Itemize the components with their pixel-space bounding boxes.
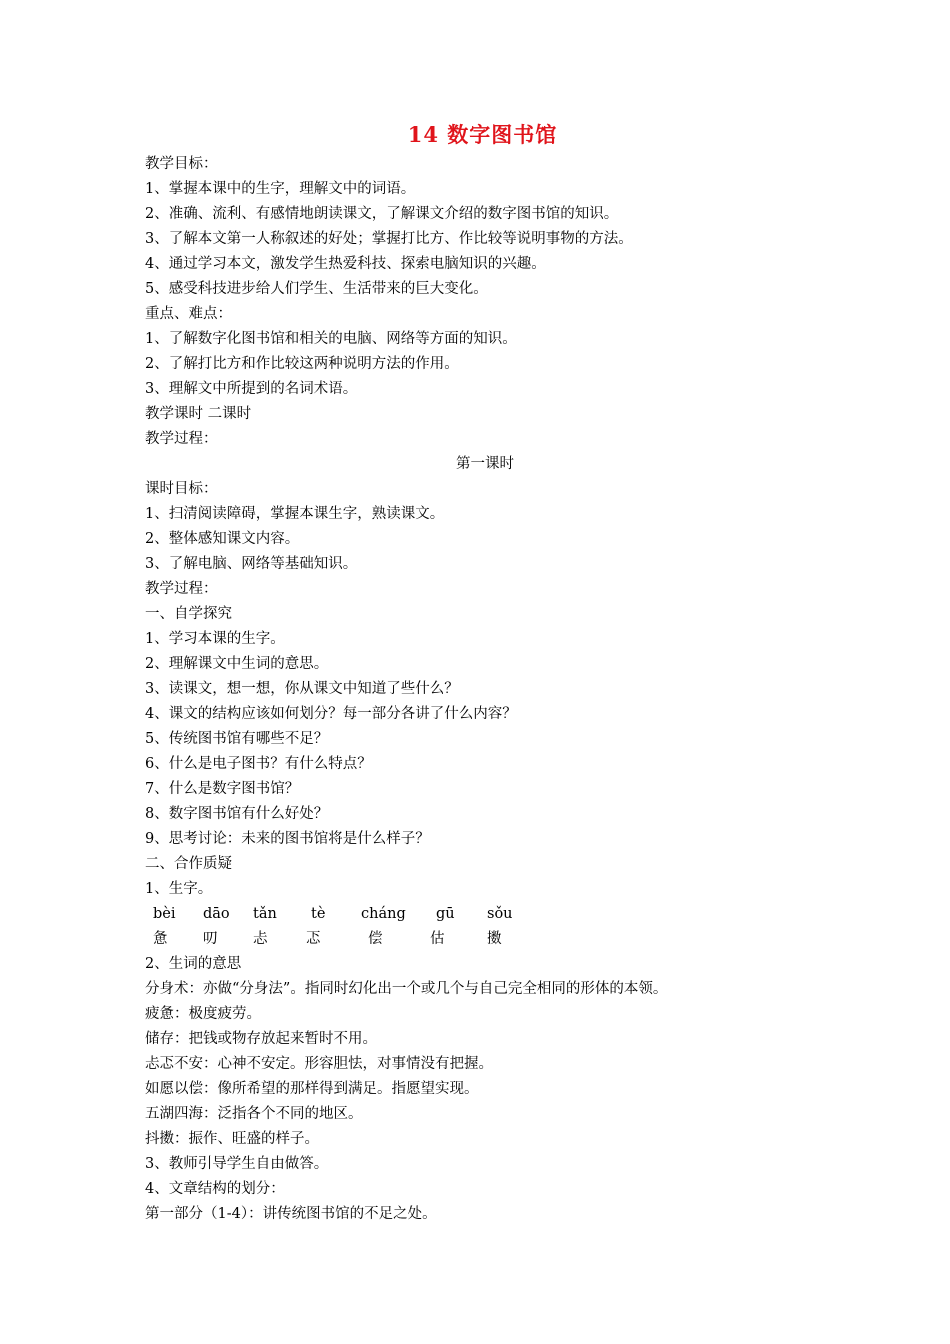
text-line: 疲惫：极度疲劳。: [145, 1006, 261, 1022]
text-line: 教学课时 二课时: [145, 406, 252, 422]
pinyin-row: [145, 902, 825, 927]
pinyin: dāo: [203, 906, 230, 922]
text-line: 课时目标：: [145, 481, 218, 497]
text-line: 2、整体感知课文内容。: [145, 531, 300, 547]
character: 惫: [153, 931, 168, 947]
text-line: 1、生字。: [145, 881, 213, 897]
pinyin: tè: [311, 906, 326, 922]
pinyin: gū: [436, 906, 455, 922]
text-line: 教学过程：: [145, 581, 218, 597]
text-line: 如愿以偿：像所希望的那样得到满足。指愿望实现。: [145, 1081, 479, 1097]
character: 忑: [306, 931, 321, 947]
text-line: 五湖四海：泛指各个不同的地区。: [145, 1106, 363, 1122]
text-line: 7、什么是数字图书馆？: [145, 781, 300, 797]
character: 擞: [487, 931, 502, 947]
text-line: 二、合作质疑: [145, 856, 232, 872]
text-line: 1、了解数字化图书馆和相关的电脑、网络等方面的知识。: [145, 331, 517, 347]
text-line: 第一部分（1-4）：讲传统图书馆的不足之处。: [145, 1206, 437, 1222]
text-line: 2、理解课文中生词的意思。: [145, 656, 329, 672]
text-line: 1、掌握本课中的生字，理解文中的词语。: [145, 181, 416, 197]
text-line: 抖擞：振作、旺盛的样子。: [145, 1131, 319, 1147]
text-line: 分身术：亦做“分身法”。指同时幻化出一个或几个与自己完全相同的形体的本领。: [145, 981, 668, 997]
text-line: 3、教师引导学生自由做答。: [145, 1156, 329, 1172]
text-line: 2、了解打比方和作比较这两种说明方法的作用。: [145, 356, 459, 372]
text-line: 6、什么是电子图书？有什么特点？: [145, 756, 372, 772]
text-line: 1、扫清阅读障碍，掌握本课生字，熟读课文。: [145, 506, 445, 522]
text-line: 4、通过学习本文，激发学生热爱科技、探索电脑知识的兴趣。: [145, 256, 546, 272]
text-line: 8、数字图书馆有什么好处？: [145, 806, 329, 822]
text-line: 1、学习本课的生字。: [145, 631, 285, 647]
text-line: 3、理解文中所提到的名词术语。: [145, 381, 358, 397]
character: 叨: [203, 931, 218, 947]
text-line: 9、思考讨论：未来的图书馆将是什么样子？: [145, 831, 430, 847]
text-line: 教学过程：: [145, 431, 218, 447]
text-line: 3、读课文，想一想，你从课文中知道了些什么？: [145, 681, 459, 697]
text-line: 教学目标：: [145, 156, 218, 172]
text-line: 2、生词的意思: [145, 956, 242, 972]
character: 忐: [253, 931, 268, 947]
text-line: 重点、难点：: [145, 306, 232, 322]
text-line: 2、准确、流利、有感情地朗读课文，了解课文介绍的数字图书馆的知识。: [145, 206, 619, 222]
pinyin: bèi: [153, 906, 176, 922]
text-line: 储存：把钱或物存放起来暂时不用。: [145, 1031, 377, 1047]
text-line: 5、感受科技进步给人们学生、生活带来的巨大变化。: [145, 281, 488, 297]
text-line: 忐忑不安：心神不安定。形容胆怯，对事情没有把握。: [145, 1056, 493, 1072]
pinyin: tǎn: [253, 906, 277, 922]
section-heading: 第一课时: [456, 456, 514, 472]
character-row: [145, 927, 825, 952]
pinyin: sǒu: [487, 906, 513, 922]
text-line: 3、了解电脑、网络等基础知识。: [145, 556, 358, 572]
pinyin: cháng: [361, 906, 406, 922]
character: 估: [430, 931, 445, 947]
character: 偿: [368, 931, 383, 947]
document-page: [145, 120, 825, 1227]
text-line: 5、传统图书馆有哪些不足？: [145, 731, 329, 747]
text-line: 4、文章结构的划分：: [145, 1181, 285, 1197]
document-title: 14 数字图书馆: [407, 122, 558, 147]
text-line: 4、课文的结构应该如何划分？每一部分各讲了什么内容？: [145, 706, 517, 722]
text-line: 3、了解本文第一人称叙述的好处；掌握打比方、作比较等说明事物的方法。: [145, 231, 633, 247]
text-line: 一、自学探究: [145, 606, 232, 622]
